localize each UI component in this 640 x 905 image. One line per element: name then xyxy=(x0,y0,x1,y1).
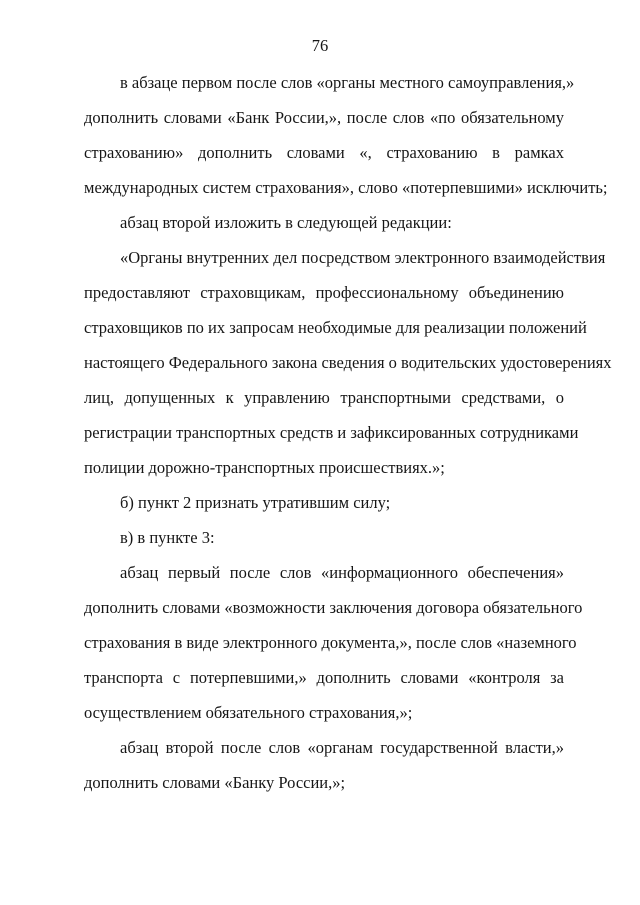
text-line: регистрации транспортных средств и зафиксированных сотрудниками xyxy=(84,423,579,442)
text-line: предоставляют страховщикам, профессиональному объединению xyxy=(84,283,564,302)
page-number: 76 xyxy=(311,36,329,55)
text-line: «Органы внутренних дел посредством электронного взаимодействия xyxy=(120,248,606,267)
text-line: б) пункт 2 признать утратившим силу; xyxy=(120,493,391,512)
text-line: международных систем страхования», слово «потерпевшими» исключить; xyxy=(84,178,608,197)
text-line: в абзаце первом после слов «органы местного самоуправления,» xyxy=(120,73,575,92)
text-line: абзац первый после слов «информационного обеспечения» xyxy=(120,563,564,582)
text-line: страховщиков по их запросам необходимые для реализации положений xyxy=(84,318,587,337)
text-line: лиц, допущенных к управлению транспортными средствами, о xyxy=(84,388,564,407)
text-line: осуществлением обязательного страхования,»; xyxy=(84,703,413,722)
text-line: страхования в виде электронного документа,», после слов «наземного xyxy=(84,633,577,652)
text-line: страхованию» дополнить словами «, страхованию в рамках xyxy=(84,143,564,162)
text-line: полиции дорожно-транспортных происшествиях.»; xyxy=(84,458,445,477)
text-line: настоящего Федерального закона сведения о водительских удостоверениях xyxy=(84,353,612,372)
text-line: в) в пункте 3: xyxy=(120,528,215,547)
text-line: абзац второй изложить в следующей редакции: xyxy=(120,213,452,232)
text-line: дополнить словами «Банк России,», после слов «по обязательному xyxy=(84,108,564,127)
text-line: абзац второй после слов «органам государственной власти,» xyxy=(120,738,564,757)
text-line: дополнить словами «Банку России,»; xyxy=(84,773,346,792)
text-line: транспорта с потерпевшими,» дополнить словами «контроля за xyxy=(84,668,564,687)
text-line: дополнить словами «возможности заключения договора обязательного xyxy=(84,598,583,617)
